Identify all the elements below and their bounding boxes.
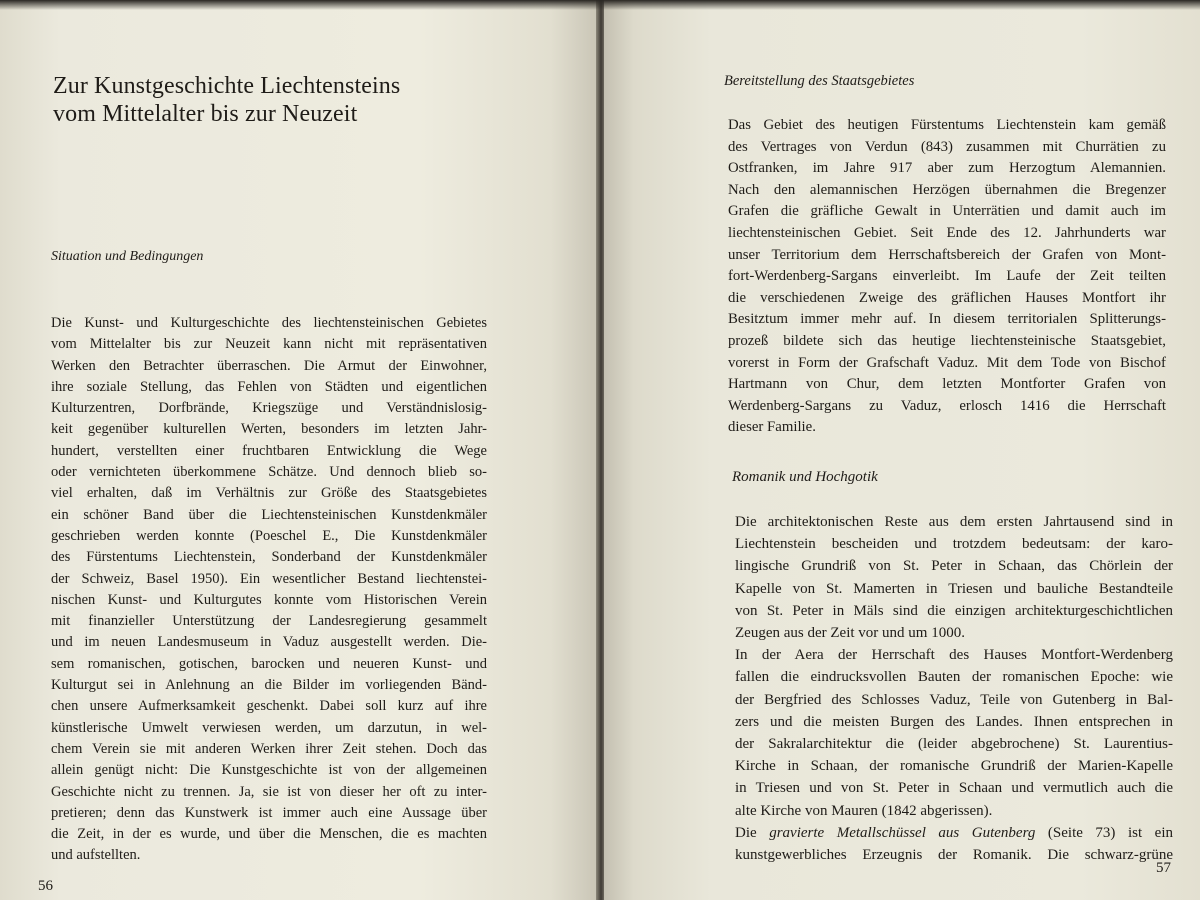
chapter-title bbox=[53, 72, 400, 128]
text-line: hundert, verstellten einer fruchtbaren Entwicklung die Wege bbox=[51, 442, 487, 459]
text-line: keit gegenüber kulturellen Werten, besonders im letzten Jahr- bbox=[51, 421, 487, 438]
text-line: In der Aera der Herrschaft des Hauses Montfort-Werdenberg bbox=[735, 647, 1173, 664]
italic-object-name: gravierte Metallschüssel aus Gutenberg bbox=[769, 824, 1036, 841]
text-line: fort-Werdenberg-Sargans einverleibt. Im Laufe der Zeit teilten bbox=[728, 268, 1166, 285]
text-line: Kulturgut sei in Anlehnung an die Bilder im vorliegenden Bänd- bbox=[51, 677, 487, 694]
left-body-text bbox=[51, 313, 487, 867]
page-number-right: 57 bbox=[1156, 860, 1171, 876]
text-line: viel erhalten, daß im Verhältnis zur Größe des Staatsgebietes bbox=[51, 485, 487, 502]
text-line: künstlerische Umwelt verwiesen werden, um darzutun, in wel- bbox=[51, 719, 487, 736]
text-line: Werken den Betrachter überraschen. Die Armut der Einwohner, bbox=[51, 357, 487, 374]
text-line: allein genügt nicht: Die Kunstgeschichte ist von der allgemeinen bbox=[51, 762, 487, 779]
right-page bbox=[604, 0, 1200, 900]
text-line: sem romanischen, gotischen, barocken und neueren Kunst- und bbox=[51, 655, 487, 672]
text-line: der Sakralarchitektur die (leider abgebrochene) St. Laurentius- bbox=[735, 736, 1173, 753]
text-line: chen unsere Aufmerksamkeit geschenkt. Dabei soll kurz auf ihre bbox=[51, 698, 487, 715]
section-heading-romanik: Romanik und Hochgotik bbox=[732, 469, 878, 485]
text-line: die verschiedenen Zweige des gräflichen Hauses Montfort ihr bbox=[728, 289, 1166, 306]
left-page bbox=[0, 0, 598, 900]
title-line: Zur Kunstgeschichte Liechtensteins bbox=[53, 73, 401, 99]
text-line: ihre soziale Stellung, das Fehlen von Städten und eigentlichen bbox=[51, 378, 487, 395]
text-line-italic-reference bbox=[735, 822, 1173, 844]
text-fragment: Die bbox=[735, 824, 770, 841]
text-line: prozeß bildete sich das heutige liechtensteinische Staatsgebiet, bbox=[728, 332, 1166, 349]
text-line: Die Kunst- und Kulturgeschichte des liechtensteinischen Gebietes bbox=[51, 315, 487, 331]
section-heading-staatsgebiet: Bereitstellung des Staatsgebietes bbox=[724, 73, 915, 89]
text-line: Hartmann von Chur, dem letzten Montforter Grafen von bbox=[728, 376, 1166, 393]
text-line: Liechtenstein bescheiden und trotzdem bedeutsam: der karo- bbox=[735, 536, 1173, 553]
text-line: Werdenberg-Sargans zu Vaduz, erlosch 1416 die Herrschaft bbox=[728, 397, 1166, 414]
text-line: mit finanzieller Unterstützung der Landesregierung gesammelt bbox=[51, 613, 487, 630]
page-number-left: 56 bbox=[38, 878, 53, 894]
text-line: pretieren; denn das Kunstwerk ist immer auch eine Aussage über bbox=[51, 804, 487, 821]
text-line: dieser Familie. bbox=[728, 419, 816, 436]
text-line: der Schweiz, Basel 1950). Ein wesentlicher Bestand liechtenstei- bbox=[51, 570, 487, 587]
text-line: fallen die eindrucksvollen Bauten der romanischen Epoche: wie bbox=[735, 669, 1173, 686]
right-body-text-1 bbox=[728, 115, 1166, 439]
text-line: Zeugen aus der Zeit vor und um 1000. bbox=[735, 625, 965, 642]
text-line: ein schöner Band über die Liechtensteinischen Kunstdenkmäler bbox=[51, 506, 487, 523]
text-line: unser Territorium dem Herrschaftsbereich der Grafen von Mont- bbox=[728, 246, 1166, 263]
text-line: Kulturzentren, Dorfbrände, Kriegszüge und Verständnislosig- bbox=[51, 400, 487, 417]
text-line: des Fürstentums Liechtenstein, Sonderband der Kunstdenkmäler bbox=[51, 549, 487, 566]
text-line: und im neuen Landesmuseum in Vaduz ausgestellt werden. Die- bbox=[51, 634, 487, 651]
text-line: vorerst in Form der Grafschaft Vaduz. Mit dem Tode von Bischof bbox=[728, 354, 1166, 371]
text-line: chem Verein sie mit anderen Werken ihrer Zeit stehen. Doch das bbox=[51, 740, 487, 757]
text-line: Kirche in Schaan, der romanische Grundriß der Marien-Kapelle bbox=[735, 758, 1173, 775]
text-line: der Bergfried des Schlosses Vaduz, Teile von Gutenberg in Bal- bbox=[735, 691, 1173, 708]
text-line: Kapelle von St. Mamerten in Triesen und bauliche Bestandteile bbox=[735, 580, 1173, 597]
text-line: nischen Kunst- und Kulturgutes konnte vom Historischen Verein bbox=[51, 591, 487, 608]
text-line: Geschichte nicht zu trennen. Ja, sie ist von dieser her oft zu inter- bbox=[51, 783, 487, 800]
text-line: Nach den alemannischen Herzögen übernahmen die Bregenzer bbox=[728, 181, 1166, 198]
text-fragment: (Seite 73) ist ein bbox=[1035, 824, 1173, 841]
text-line: oder vernichteten überkommene Schätze. Und dennoch blieb so- bbox=[51, 464, 487, 481]
text-line: Besitztum immer mehr auf. In diesem territorialen Splitterungs- bbox=[728, 311, 1166, 328]
text-line: liechtensteinischen Gebiet. Seit Ende des 12. Jahrhunderts war bbox=[728, 224, 1166, 241]
text-line: Die architektonischen Reste aus dem ersten Jahrtausend sind in bbox=[735, 514, 1173, 530]
text-line: die Zeit, in der es wurde, und über die Menschen, die es machten bbox=[51, 826, 487, 843]
photo-edge-shadow bbox=[0, 0, 1200, 10]
text-line: Das Gebiet des heutigen Fürstentums Liechtenstein kam gemäß bbox=[728, 117, 1166, 133]
text-line: und aufstellten. bbox=[51, 847, 141, 864]
section-heading-situation: Situation und Bedingungen bbox=[51, 249, 204, 264]
text-line: alte Kirche von Mauren (1842 abgerissen). bbox=[735, 802, 993, 819]
right-body-text-2 bbox=[735, 511, 1173, 866]
text-line: vom Mittelalter bis zur Neuzeit kann nicht mit repräsentativen bbox=[51, 336, 487, 353]
text-line: Ostfranken, im Jahre 917 aber zum Herzogtum Alemannien. bbox=[728, 160, 1166, 177]
text-line: von St. Peter in Mäls sind die einzigen architekturgeschichtlichen bbox=[735, 602, 1173, 619]
title-line: vom Mittelalter bis zur Neuzeit bbox=[53, 101, 358, 127]
text-line: des Vertrages von Verdun (843) zusammen mit Churrätien zu bbox=[728, 138, 1166, 155]
text-line: geschrieben werden konnte (Poeschel E., Die Kunstdenkmäler bbox=[51, 527, 487, 544]
text-line: in Triesen und von St. Peter in Schaan und vermutlich auch die bbox=[735, 780, 1173, 797]
text-line: lingische Grundriß von St. Peter in Schaan, das Chörlein der bbox=[735, 558, 1173, 575]
text-line: Grafen die gräfliche Gewalt in Unterrätien und damit auch im bbox=[728, 203, 1166, 220]
text-line: kunstgewerbliches Erzeugnis der Romanik. Die schwarz-grüne bbox=[735, 847, 1173, 864]
text-line: zers und die meisten Burgen des Landes. Ihnen entsprechen in bbox=[735, 713, 1173, 730]
